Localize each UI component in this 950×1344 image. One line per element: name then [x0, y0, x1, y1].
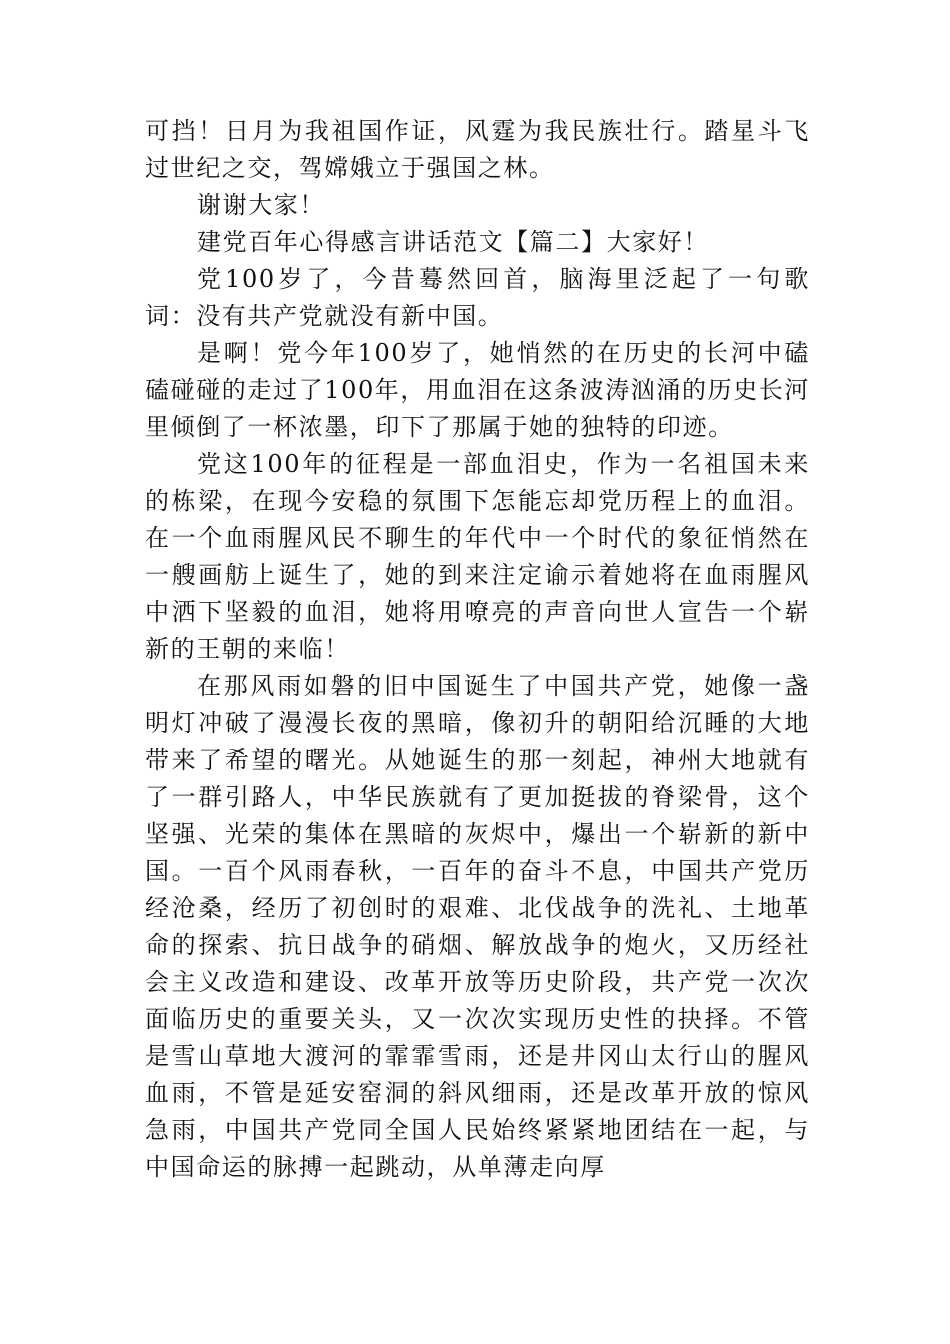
- paragraph-body-1: 党100岁了，今昔蓦然回首，脑海里泛起了一句歌词：没有共产党就没有新中国。: [145, 265, 810, 330]
- paragraph-body-4: 在那风雨如磐的旧中国诞生了中国共产党，她像一盏明灯冲破了漫漫长夜的黑暗，像初升的朝阳给沉睡的大地带来了希望的曙光。从她诞生的那一刻起，神州大地就有了一群引路人，中华民族就有了更加挺拔的脊梁骨，这个坚强、光荣的集体在黑暗的灰烬中，爆出一个崭新的新中国。一百个风雨春秋，一百年的奋斗不息，中国共产党历经沧桑，经历了初创时的艰难、北伐战争的洗礼、土地革命的探索、抗日战争的硝烟、解放战争的炮火，又历经社会主义改造和建设、改革开放等历史阶段，共产党一次次面临历史的重要关头，又一次次实现历史性的抉择。不管是雪山草地大渡河的霏霏雪雨，还是井冈山太行山的腥风血雨，不管是延安窑洞的斜风细雨，还是改革开放的惊风急雨，中国共产党同全国人民始终紧紧地团结在一起，与中国命运的脉搏一起跳动，从单薄走向厚: [145, 672, 810, 1181]
- paragraph-thanks: 谢谢大家！: [197, 191, 325, 219]
- paragraph-body-3: 党这100年的征程是一部血泪史，作为一名祖国未来的栋梁，在现今安稳的氛围下怎能忘却党历程上的血泪。在一个血雨腥风民不聊生的年代中一个时代的象征悄然在一艘画舫上诞生了，她的到来注定谕示着她将在血雨腥风中洒下坚毅的血泪，她将用嘹亮的声音向世人宣告一个崭新的王朝的来临！: [145, 450, 810, 663]
- paragraph-continuation: 可挡！日月为我祖国作证，风霆为我民族壮行。踏星斗飞过世纪之交，驾嫦娥立于强国之林。: [145, 117, 810, 182]
- paragraph-body-2: 是啊！党今年100岁了，她悄然的在历史的长河中磕磕碰碰的走过了100年，用血泪在这条波涛汹涌的历史长河里倾倒了一杯浓墨，印下了那属于她的独特的印迹。: [145, 339, 811, 441]
- paragraph-section-heading: 建党百年心得感言讲话范文【篇二】大家好！: [197, 228, 709, 256]
